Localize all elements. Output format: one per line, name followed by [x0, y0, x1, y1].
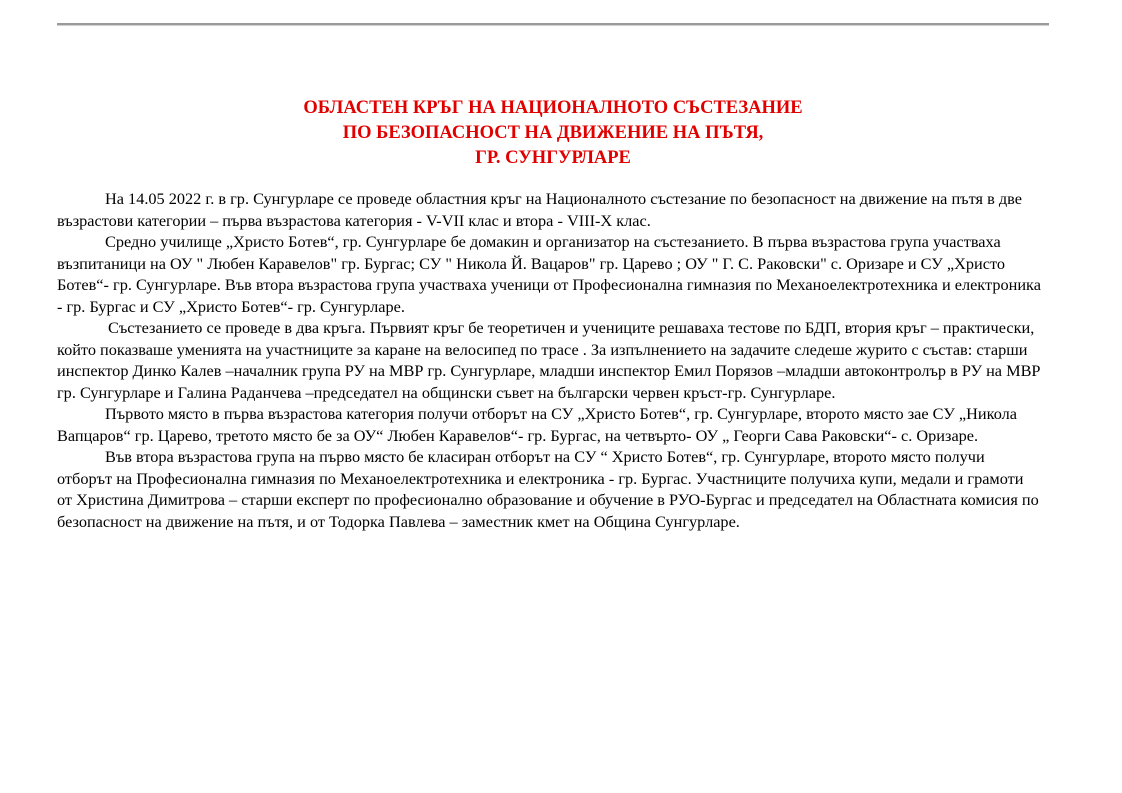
paragraph-host-and-participants: Средно училище „Христо Ботев“, гр. Сунгурларе бе домакин и организатор на състезанието. В първа възрастова група участваха възпитаници на ОУ " Любен Каравелов" гр. Бургас; СУ " Никола Й. Вацаров" гр. Царево ; ОУ " Г. С. Раковски" с. Оризаре и СУ „Христо Ботев“- гр. Сунгурларе. Във втора възрастова група участваха ученици от Професионална гимназия по Механоелектротехника и електроника - гр. Бургас и СУ „Христо Ботев“- гр. Сунгурларе.: [57, 232, 1041, 316]
title-line-2: ПО БЕЗОПАСНОСТ НА ДВИЖЕНИЕ НА ПЪТЯ,: [342, 123, 764, 143]
paragraph-second-group-results: Във втора възрастова група на първо място бе класиран отборът на СУ “ Христо Ботев“, гр. Сунгурларе, второто място получи отборът на Професионална гимназия по Механоелектротехника и електроника - гр. Бургас. Участниците получиха купи, медали и грамоти от Христина Димитрова – старши експерт по професионално образование и обучение в РУО-Бургас и председател на Областната комисия по безопасност на движение на пътя, и от Тодорка Павлева – заместник кмет на Община Сунгурларе.: [57, 447, 1039, 531]
paragraph-intro: На 14.05 2022 г. в гр. Сунгурларе се проведе областния кръг на Националното състезание по безопасност на движение на пътя в две възрастови категории – първа възрастова категория - V-VII клас и втора - VIII-X клас.: [57, 189, 1022, 230]
page-title: [57, 96, 1049, 171]
article-body: [57, 188, 1042, 532]
title-line-1: ОБЛАСТЕН КРЪГ НА НАЦИОНАЛНОТО СЪСТЕЗАНИЕ: [303, 98, 803, 118]
paragraph-rounds-and-jury: Състезанието се проведе в два кръга. Първият кръг бе теоретичен и учениците решаваха тестове по БДП, втория кръг – практически, който показваше уменията на участниците за каране на велосипед по трасе . За изпълнението на задачите следеше журито с състав: старши инспектор Динко Калев –началник група РУ на МВР гр. Сунгурларе, младши инспектор Емил Порязов –младши автоконтролър в РУ на МВР гр. Сунгурларе и Галина Раданчева –председател на общински съвет на български червен кръст-гр. Сунгурларе.: [57, 318, 1041, 402]
header-divider: [57, 23, 1049, 26]
paragraph-first-group-results: Първото място в първа възрастова категория получи отборът на СУ „Христо Ботев“, гр. Сунгурларе, второто място зае СУ „Никола Вапцаров“ гр. Царево, третото място бе за ОУ“ Любен Каравелов“- гр. Бургас, на четвърто- ОУ „ Георги Сава Раковски“- с. Оризаре.: [57, 404, 1017, 445]
title-line-3: ГР. СУНГУРЛАРЕ: [475, 148, 631, 168]
